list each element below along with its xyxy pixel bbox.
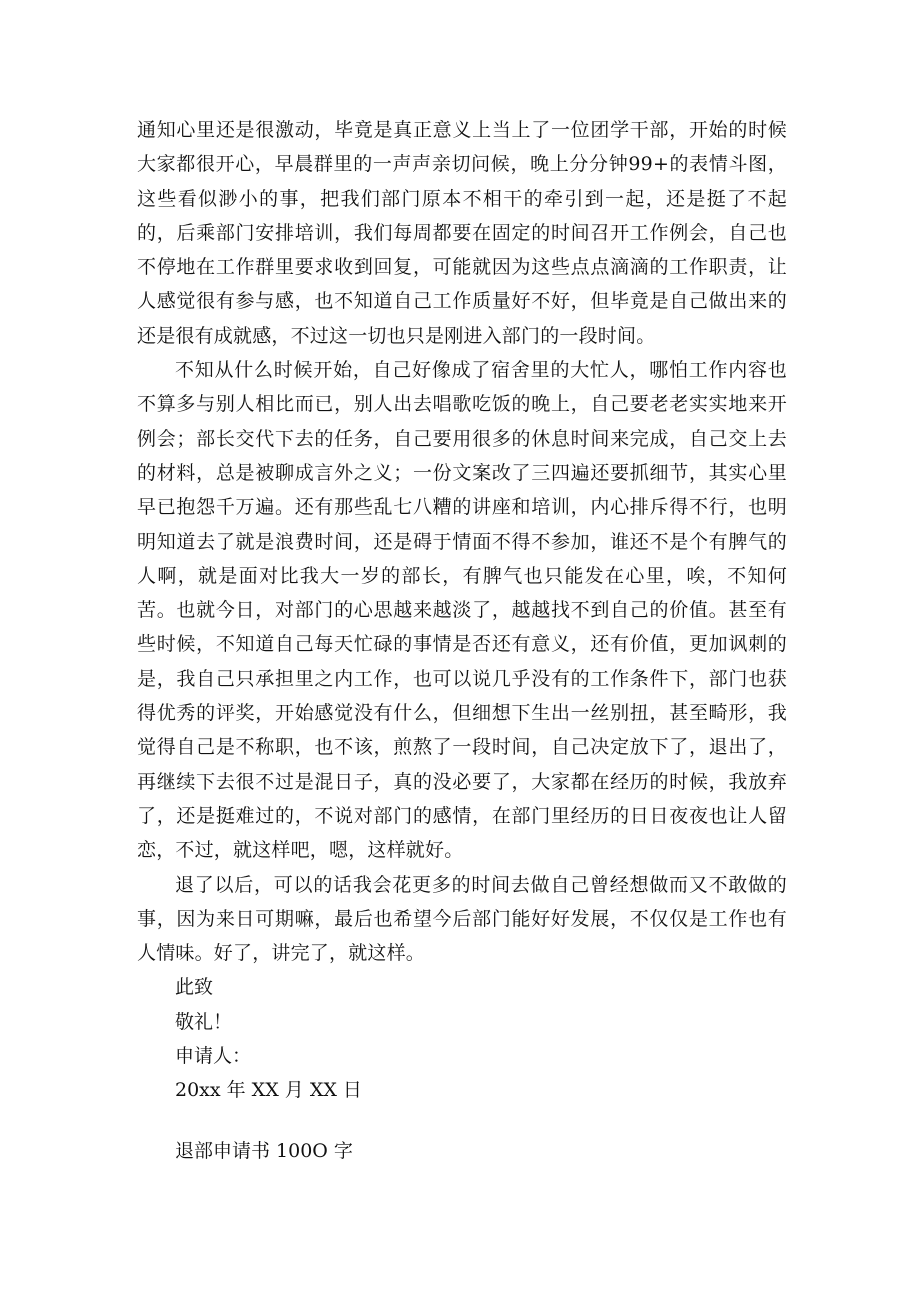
paragraph-1: 通知心里还是很激动，毕竟是真正意义上当上了一位团学干部，开始的时候大家都很开心，早晨群里的一声声亲切问候，晚上分分钟99+的表情斗图，这些看似渺小的事，把我们部门原本不相干的牵引到一起，还是挺了不起的，后乘部门安排培训，我们每周都要在固定的时间召开工作例会，自己也不停地在工作群里要求收到回复，可能就因为这些点点滴滴的工作职责，让人感觉很有参与感，也不知道自己工作质量好不好，但毕竟是自己做出来的还是很有成就感，不过这一切也只是刚进入部门的一段时间。 bbox=[137, 119, 787, 347]
salutation: 此致 bbox=[175, 976, 214, 999]
paragraph-3: 退了以后，可以的话我会花更多的时间去做自己曾经想做而又不敢做的事，因为来日可期嘛，最后也希望今后部门能好好发展，不仅仅是工作也有人情味。好了，讲完了，就这样。 bbox=[137, 873, 787, 965]
date-line: 20xx 年 XX 月 XX 日 bbox=[175, 1079, 362, 1102]
next-document-title: 退部申请书 100O 字 bbox=[175, 1140, 353, 1162]
applicant-label: 申请人： bbox=[175, 1045, 252, 1068]
letter-body bbox=[137, 113, 787, 1108]
regards: 敬礼！ bbox=[175, 1010, 233, 1033]
paragraph-2: 不知从什么时候开始，自己好像成了宿舍里的大忙人，哪怕工作内容也不算多与别人相比而已，别人出去唱歌吃饭的晚上，自己要老老实实地来开例会；部长交代下去的任务，自己要用很多的休息时间来完成，自己交上去的材料，总是被聊成言外之义；一份文案改了三四遍还要抓细节，其实心里早已抱怨千万遍。还有那些乱七八糟的讲座和培训，内心排斥得不行，也明明知道去了就是浪费时间，还是碍于情面不得不参加，谁还不是个有脾气的人啊，就是面对比我大一岁的部长，有脾气也只能发在心里，唉，不知何苦。也就今日，对部门的心思越来越淡了，越越找不到自己的价值。甚至有些时候，不知道自己每天忙碌的事情是否还有意义，还有价值，更加讽刺的是，我自己只承担里之内工作，也可以说几乎没有的工作条件下，部门也获得优秀的评奖，开始感觉没有什么，但细想下生出一丝别扭，甚至畸形，我觉得自己是不称职，也不该，煎熬了一段时间，自己决定放下了，退出了，再继续下去很不过是混日子，真的没必要了，大家都在经历的时候，我放弃了，还是挺难过的，不说对部门的感情，在部门里经历的日日夜夜也让人留恋，不过，就这样吧，嗯，这样就好。 bbox=[137, 359, 787, 862]
